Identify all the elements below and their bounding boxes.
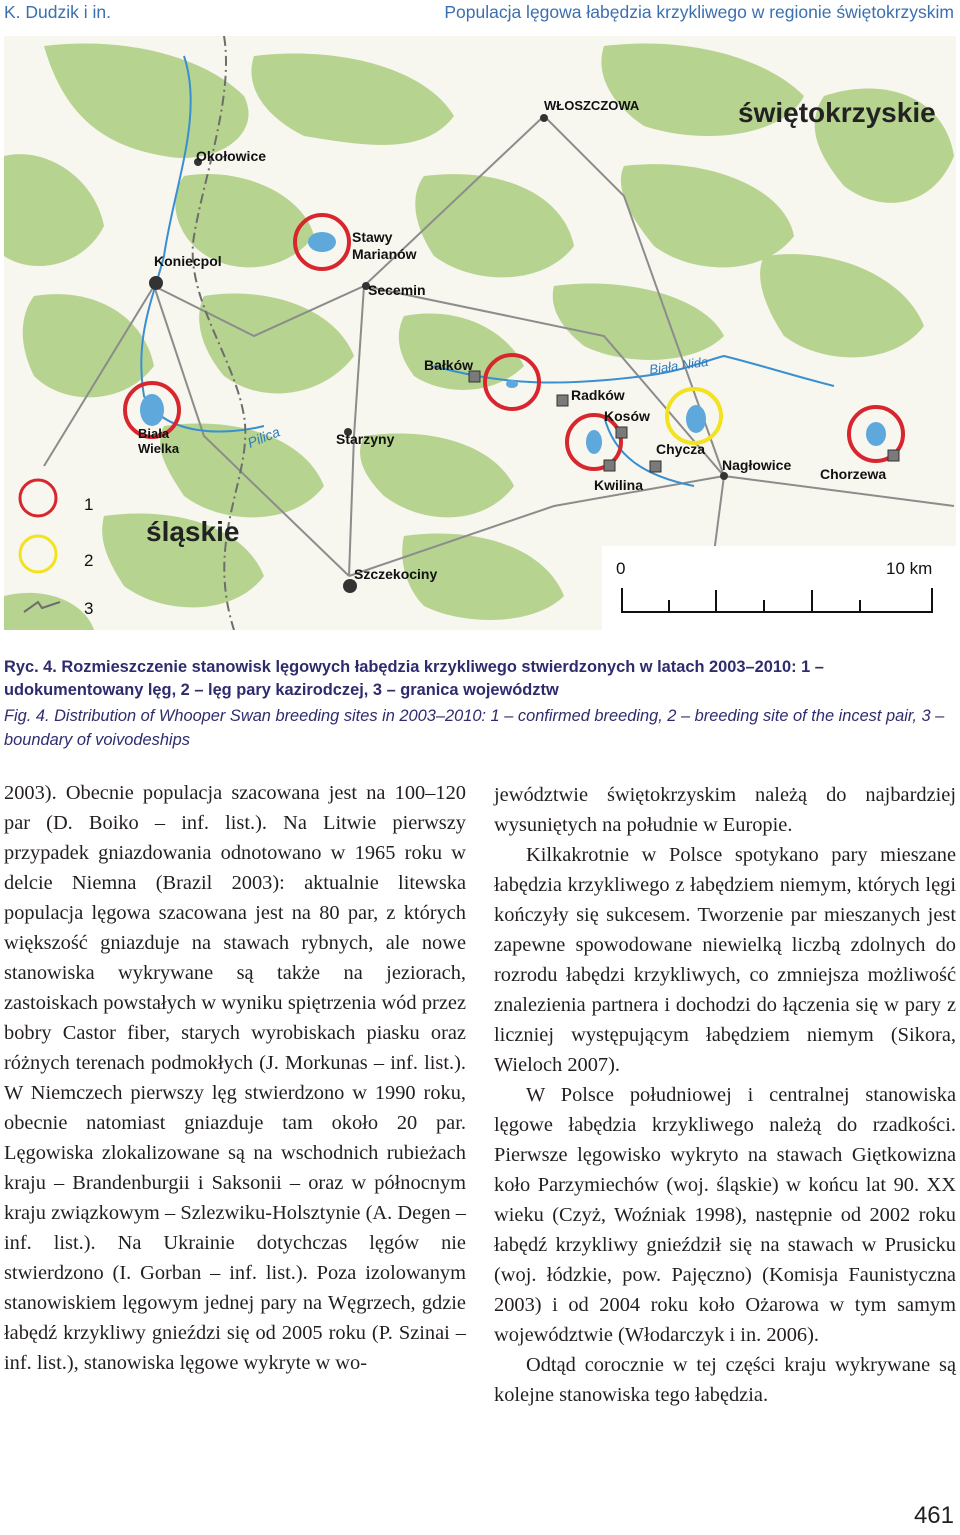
label-wielka: Wielka bbox=[138, 441, 180, 456]
label-wloszczowa: WŁOSZCZOWA bbox=[544, 98, 640, 113]
label-slaskie: śląskie bbox=[146, 516, 240, 547]
label-okolowice: Okołowice bbox=[196, 148, 267, 164]
label-biala-nida: Biała Nida bbox=[648, 353, 710, 377]
page-number: 461 bbox=[913, 1502, 954, 1529]
label-marianow: Marianów bbox=[352, 246, 417, 262]
legend-label-3: 3 bbox=[84, 599, 94, 618]
scale-bar bbox=[602, 546, 956, 630]
label-pilica: Pilica bbox=[245, 423, 283, 451]
label-kwilina: Kwilina bbox=[594, 477, 644, 493]
label-starzyny: Starzyny bbox=[336, 431, 395, 447]
label-koniecpol: Koniecpol bbox=[154, 253, 222, 269]
figure-caption-en: Fig. 4. Distribution of Whooper Swan breeding sites in 2003–2010: 1 – confirmed breeding, 2 – breeding site of the incest pair, 3 – boundary of voivodeships bbox=[4, 707, 945, 749]
distribution-map bbox=[4, 36, 956, 630]
label-szczekociny: Szczekociny bbox=[354, 566, 438, 582]
label-swietokrzyskie: świętokrzyskie bbox=[738, 97, 936, 128]
paragraph-right-1: jewództwie świętokrzyskim należą do najbardziej wysuniętych na południe w Europie. bbox=[494, 784, 956, 836]
label-balkow: Bałków bbox=[424, 357, 474, 373]
header-authors: K. Dudzik i in. bbox=[4, 2, 111, 22]
paragraph-right-4: Odtąd corocznie w tej części kraju wykrywane są kolejne stanowiska tego łabędzia. bbox=[494, 1354, 956, 1406]
figure-caption-pl: Ryc. 4. Rozmieszczenie stanowisk lęgowych łabędzia krzykliwego stwierdzonych w latach 2003–2010: 1 – udokumentowany lęg, 2 – lęg pary kazirodczej, 3 – granica województw bbox=[4, 658, 824, 699]
text-column-left bbox=[4, 778, 466, 1378]
legend-label-2: 2 bbox=[84, 551, 94, 570]
label-kosow: Kosów bbox=[604, 408, 650, 424]
paragraph-right-3: W Polsce południowej i centralnej stanowiska lęgowe łabędzia krzykliwego należą do rzadkości. Pierwsze lęgowisko wykryto na stawach Giętkowizna koło Parzymiechów (woj. śląskie) w końcu lat 90. XX wieku (Czyż, Woźniak 1998), następnie od 2002 roku łabędź krzykliwy gnieździł się na stawach w Prusicku (woj. łódzkie, pow. Pajęczno) (Komisja Faunistyczna 2003) i od 2004 roku koło Ożarowa w tym samym województwie (Włodarczyk i in. 2006). bbox=[494, 1084, 956, 1346]
label-secemin: Secemin bbox=[368, 282, 426, 298]
label-chycza: Chycza bbox=[656, 441, 706, 457]
label-chorzewa: Chorzewa bbox=[820, 466, 887, 482]
label-stawy: Stawy bbox=[352, 229, 393, 245]
text-column-right bbox=[494, 780, 956, 1410]
running-header bbox=[0, 0, 960, 34]
header-title: Populacja lęgowa łabędzia krzykliwego w regionie świętokrzyskim bbox=[444, 2, 954, 22]
label-biala: Biała bbox=[138, 426, 170, 441]
scale-end-label: 10 km bbox=[886, 559, 933, 578]
label-radkow: Radków bbox=[571, 387, 625, 403]
legend-label-1: 1 bbox=[84, 495, 94, 514]
paragraph-right-2: Kilkakrotnie w Polsce spotykano pary mieszane łabędzia krzykliwego z łabędziem niemym, których lęgi kończyły się sukcesem. Tworzenie par mieszanych jest zapewne spowodowane niewielką liczbą zdolnych do rozrodu łabędzi krzykliwych, co zmniejsza możliwość znalezienia partnera i dochodzi do łączenia się w pary z liczniej występującym łabędziem niemym (Sikora, Wieloch 2007). bbox=[494, 844, 956, 1076]
label-naglowice: Nagłowice bbox=[722, 457, 792, 473]
scale-start-label: 0 bbox=[616, 559, 626, 578]
paragraph-left: 2003). Obecnie populacja szacowana jest na 100–120 par (D. Boiko – inf. list.). Na Litwie pierwszy przypadek gniazdowania odnotowano w 1965 roku w delcie Niemna (Brazil 2003): aktualnie litewska populacja lęgowa szacowana jest na 80 par, z których większość gniazduje na stawach rybnych, ale nowe stanowiska wykrywane są także na jeziorach, zastoiskach powstałych w wyniku spiętrzenia wód przez bobry Castor fiber, starych wyrobiskach piasku oraz różnych terenach podmokłych (J. Morkunas – inf. list.). W Niemczech pierwszy lęg stwierdzono w 1990 roku, obecnie natomiast gniazduje tam około 20 par. Lęgowiska zlokalizowane są na wschodnich rubieżach kraju – Brandenburgii i Saksonii – oraz w północnym kraju związkowym – Szlezwiku-Holsztynie (A. Degen – inf. list.). Na Ukrainie dotychczas lęgów nie stwierdzono (I. Gorban – inf. list.). Poza izolowanym stanowiskiem lęgowym jednej pary na Węgrzech, gdzie łabędź krzykliwy gnieździ się od 2005 roku (P. Szinai – inf. list.), stanowiska lęgowe wykryte w wo- bbox=[4, 782, 466, 1374]
